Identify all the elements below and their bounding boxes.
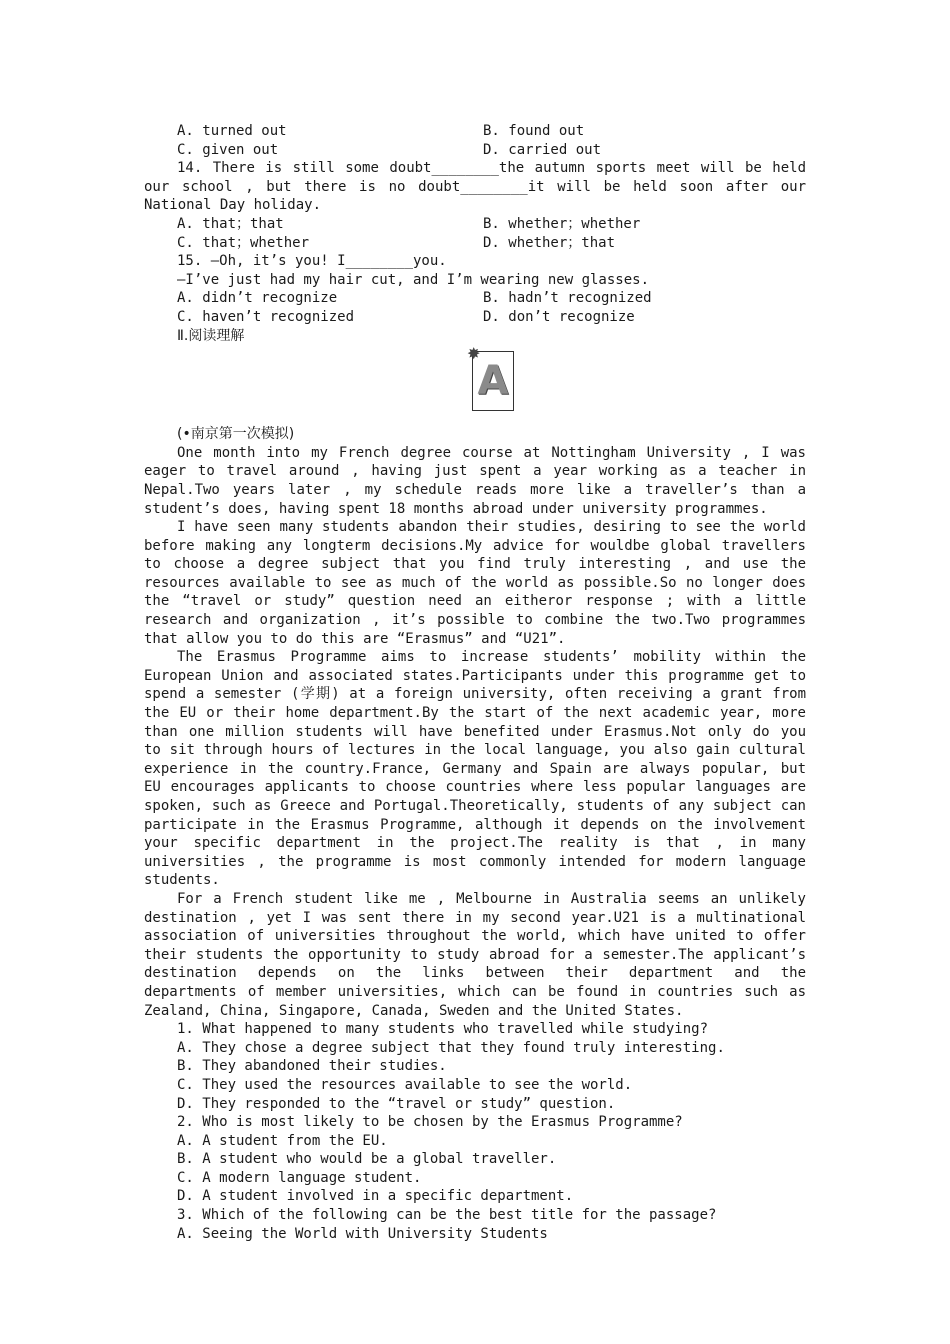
option-a: A. turned out xyxy=(177,123,287,139)
passage-line: universities , the programme is most commonly intended for modern language xyxy=(144,853,806,870)
option-row xyxy=(144,141,806,160)
option-b: B. whether；whether xyxy=(483,215,641,232)
question-15-line: —I’ve just had my hair cut, and I’m wearing new glasses. xyxy=(177,271,650,288)
source-line: (•南京第一次模拟) xyxy=(177,426,295,443)
passage-a-icon xyxy=(467,344,514,411)
question-option: C. A modern language student. xyxy=(177,1169,422,1186)
passage-line: The Erasmus Programme aims to increase students’ mobility within the xyxy=(177,649,806,666)
passage-line: eager to travel around , having just spent a year working as a teacher in xyxy=(144,463,806,480)
passage-line: Zealand, China, Singapore, Canada, Sweden and the United States. xyxy=(144,1002,684,1019)
option-a: A. didn’t recognize xyxy=(177,290,338,307)
option-c: C. given out xyxy=(177,141,279,158)
question-14-line: 14. There is still some doubt________the autumn sports meet will be held xyxy=(177,160,806,177)
question-stem: 3. Which of the following can be the best title for the passage? xyxy=(177,1207,717,1224)
splash-icon: ✸ xyxy=(467,344,481,364)
option-b: B. found out xyxy=(483,123,585,139)
question-option: A. A student from the EU. xyxy=(177,1132,388,1149)
passage-line: to sit through hours of lectures in the local language, you also gain cultural xyxy=(144,742,806,759)
option-row xyxy=(144,122,806,141)
question-14-line: our school , but there is no doubt________it will be held soon after our xyxy=(144,178,806,195)
passage-line: EU encourages applicants to choose countries where less popular languages are xyxy=(144,779,806,796)
passage-line: before making any longterm decisions.My advice for wouldbe global travellers xyxy=(144,537,806,554)
passage-line: association of universities throughout the world, which have united to offer xyxy=(144,928,806,945)
passage-line: One month into my French degree course at Nottingham University , I was xyxy=(177,444,806,461)
passage-line: their students the opportunity to study abroad for a semester.The applicant’s xyxy=(144,946,806,963)
question-15-line: 15. —Oh, it’s you! I________you. xyxy=(177,253,447,270)
section-heading: Ⅱ.阅读理解 xyxy=(177,327,245,344)
question-stem: 1. What happened to many students who travelled while studying? xyxy=(177,1021,709,1038)
passage-line: destination , yet I was sent there in my second year.U21 is a multinational xyxy=(144,909,806,926)
passage-line: to choose a degree subject that you find truly interesting , and use the xyxy=(144,556,806,573)
question-option: B. A student who would be a global traveller. xyxy=(177,1151,557,1168)
option-d: D. whether；that xyxy=(483,234,616,251)
passage-line: spoken, such as Greece and Portugal.Theoretically, students of any subject can xyxy=(144,798,806,814)
passage-line: students. xyxy=(144,872,220,889)
passage-line: resources available to see as much of the world as possible.So no longer does xyxy=(144,574,806,591)
passage-line: experience in the country.France, Germany and Spain are always popular, but xyxy=(144,760,806,777)
question-option: B. They abandoned their studies. xyxy=(177,1058,447,1075)
passage-line: European Union and associated states.Participants under this programme get to xyxy=(144,667,806,684)
option-row xyxy=(144,234,806,253)
passage-label xyxy=(144,345,806,425)
option-row xyxy=(144,308,806,327)
question-option: A. Seeing the World with University Students xyxy=(177,1225,548,1242)
logo-letter: A xyxy=(477,358,509,405)
passage-line: participate in the Erasmus Programme, although it depends on the involvement xyxy=(144,816,806,833)
passage-line: spend a semester (学期) at a foreign university, often receiving a grant from xyxy=(144,686,806,703)
option-d: D. don’t recognize xyxy=(483,308,635,325)
questions xyxy=(144,1020,806,1243)
passage xyxy=(144,444,806,1020)
option-row xyxy=(144,215,806,234)
passage-line: that allow you to do this are “Erasmus” and “U21”. xyxy=(144,630,566,647)
passage-line: For a French student like me , Melbourne in Australia seems an unlikely xyxy=(177,890,806,907)
passage-line: Nepal.Two years later , my schedule reads more like a traveller’s than a xyxy=(144,481,806,498)
passage-line: student’s does, having spent 18 months abroad under university programmes. xyxy=(144,500,768,517)
passage-line: I have seen many students abandon their studies, desiring to see the world xyxy=(177,519,806,536)
option-c: C. that；whether xyxy=(177,234,310,251)
question-option: C. They used the resources available to see the world. xyxy=(177,1076,633,1093)
question-stem: 2. Who is most likely to be chosen by the Erasmus Programme? xyxy=(177,1114,683,1131)
passage-line: your specific department in the project.The reality is that , in many xyxy=(144,835,806,852)
passage-line: departments of member universities, which can be found in countries such as xyxy=(144,983,806,1000)
question-14-line: National Day holiday. xyxy=(144,197,322,214)
option-a: A. that；that xyxy=(177,215,284,232)
question-option: D. They responded to the “travel or study” question. xyxy=(177,1095,616,1112)
option-c: C. haven’t recognized xyxy=(177,308,355,325)
question-option: A. They chose a degree subject that they found truly interesting. xyxy=(177,1039,725,1056)
option-row xyxy=(144,289,806,308)
passage-line: the “travel or study” question need an eitheror response ; with a little xyxy=(144,593,806,610)
passage-line: the EU or their home department.By the start of the next academic year, more xyxy=(144,705,806,722)
option-d: D. carried out xyxy=(483,141,602,158)
passage-line: than one million students will have benefited under Erasmus.Not only do you xyxy=(144,723,806,740)
option-b: B. hadn’t recognized xyxy=(483,290,652,307)
document-page xyxy=(144,122,806,1243)
question-option: D. A student involved in a specific department. xyxy=(177,1188,574,1205)
passage-line: destination depends on the links between their department and the xyxy=(144,965,806,982)
passage-line: research and organization , it’s possible to combine the two.Two programmes xyxy=(144,612,806,629)
